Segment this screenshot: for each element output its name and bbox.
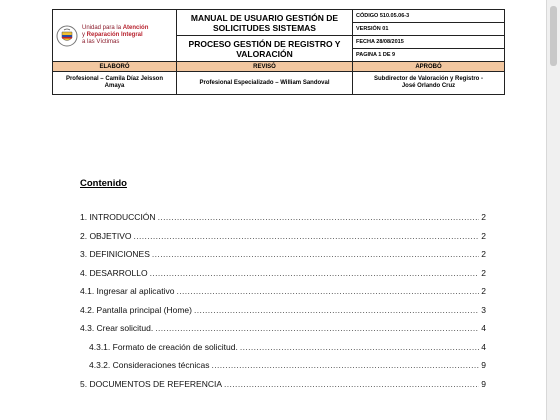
toc-leader-dots	[194, 301, 479, 320]
logo-text: Unidad para la Atención y Reparación Integral a las Víctimas	[82, 25, 149, 45]
person-elaboro: Profesional – Camila Díaz Jeisson Amaya	[53, 72, 177, 95]
toc-entry[interactable]	[80, 301, 486, 320]
toc-entry[interactable]	[80, 375, 486, 394]
toc-entry-page: 9	[481, 360, 486, 370]
toc-entry-page: 2	[481, 249, 486, 259]
toc-entry-label: 2. OBJETIVO	[80, 230, 132, 241]
toc-entry-page: 3	[481, 304, 486, 315]
toc-entry-label: 4. DESARROLLO	[80, 267, 148, 278]
toc-leader-dots	[224, 375, 479, 394]
toc-entry[interactable]	[80, 264, 486, 283]
toc-leader-dots	[240, 338, 479, 357]
coat-of-arms-icon	[56, 25, 78, 47]
document-header-table	[52, 9, 505, 95]
vertical-scrollbar[interactable]	[546, 0, 560, 420]
role-aprobo: APROBÓ	[353, 62, 505, 72]
toc-entry-label: 4.2. Pantalla principal (Home)	[80, 304, 192, 315]
toc-leader-dots	[152, 245, 479, 264]
toc-entry[interactable]	[80, 319, 486, 338]
toc-entry-page: 2	[481, 267, 486, 278]
toc-leader-dots	[155, 319, 479, 338]
toc-entry-label: 4.3.1. Formato de creación de solicitud.	[89, 341, 238, 352]
person-aprobo	[353, 72, 505, 95]
table-of-contents	[80, 208, 486, 393]
toc-entry[interactable]	[80, 245, 486, 264]
scrollbar-thumb[interactable]	[550, 6, 557, 66]
toc-entry-page: 4	[481, 341, 486, 352]
pagina-text: PAGINA 1 DE 9	[356, 52, 396, 58]
meta-block	[353, 10, 505, 36]
person-reviso: Profesional Especializado – William Sandoval	[177, 72, 353, 95]
person-aprobo-line1: Subdirector de Valoración y Registro -	[373, 76, 484, 82]
version-text: VERSIÓN 01	[356, 26, 389, 32]
toc-entry-label: 3. DEFINICIONES	[80, 249, 150, 259]
roles-header-row	[53, 62, 505, 72]
logo-cell	[53, 10, 177, 62]
process-title: PROCESO GESTIÓN DE REGISTRO Y VALORACIÓN	[177, 36, 353, 62]
person-aprobo-line2: José Orlando Cruz	[401, 83, 456, 89]
toc-entry-label: 1. INTRODUCCIÓN	[80, 212, 156, 222]
role-elaboro: ELABORÓ	[53, 62, 177, 72]
toc-entry-label: 4.3.2. Consideraciones técnicas	[89, 360, 210, 370]
toc-leader-dots	[177, 282, 480, 301]
meta-block-2	[353, 36, 505, 62]
toc-leader-dots	[158, 208, 480, 227]
toc-entry[interactable]	[80, 282, 486, 301]
toc-entry[interactable]	[80, 338, 486, 357]
toc-entry-page: 9	[481, 378, 486, 389]
toc-entry[interactable]	[80, 356, 486, 375]
role-reviso: REVISÓ	[177, 62, 353, 72]
manual-title: MANUAL DE USUARIO GESTIÓN DE SOLICITUDES SISTEMAS	[177, 10, 353, 36]
toc-entry-label: 4.3. Crear solicitud.	[80, 323, 154, 333]
toc-entry-label: 5. DOCUMENTOS DE REFERENCIA	[80, 378, 223, 389]
toc-entry-page: 4	[481, 323, 486, 333]
toc-entry-page: 2	[481, 230, 486, 241]
toc-leader-dots	[134, 227, 480, 246]
toc-entry-page: 2	[481, 212, 486, 222]
fecha-text: FECHA 28/08/2015	[353, 36, 504, 49]
toc-leader-dots	[212, 356, 480, 375]
toc-entry-page: 2	[481, 286, 486, 296]
toc-entry[interactable]	[80, 227, 486, 246]
toc-leader-dots	[150, 264, 480, 283]
toc-entry[interactable]	[80, 208, 486, 227]
codigo-text: CÓDIGO 510.05.06-3	[353, 10, 504, 23]
toc-entry-label: 4.1. Ingresar al aplicativo	[80, 286, 175, 296]
toc-title: Contenido	[80, 178, 127, 189]
people-row	[53, 72, 505, 95]
